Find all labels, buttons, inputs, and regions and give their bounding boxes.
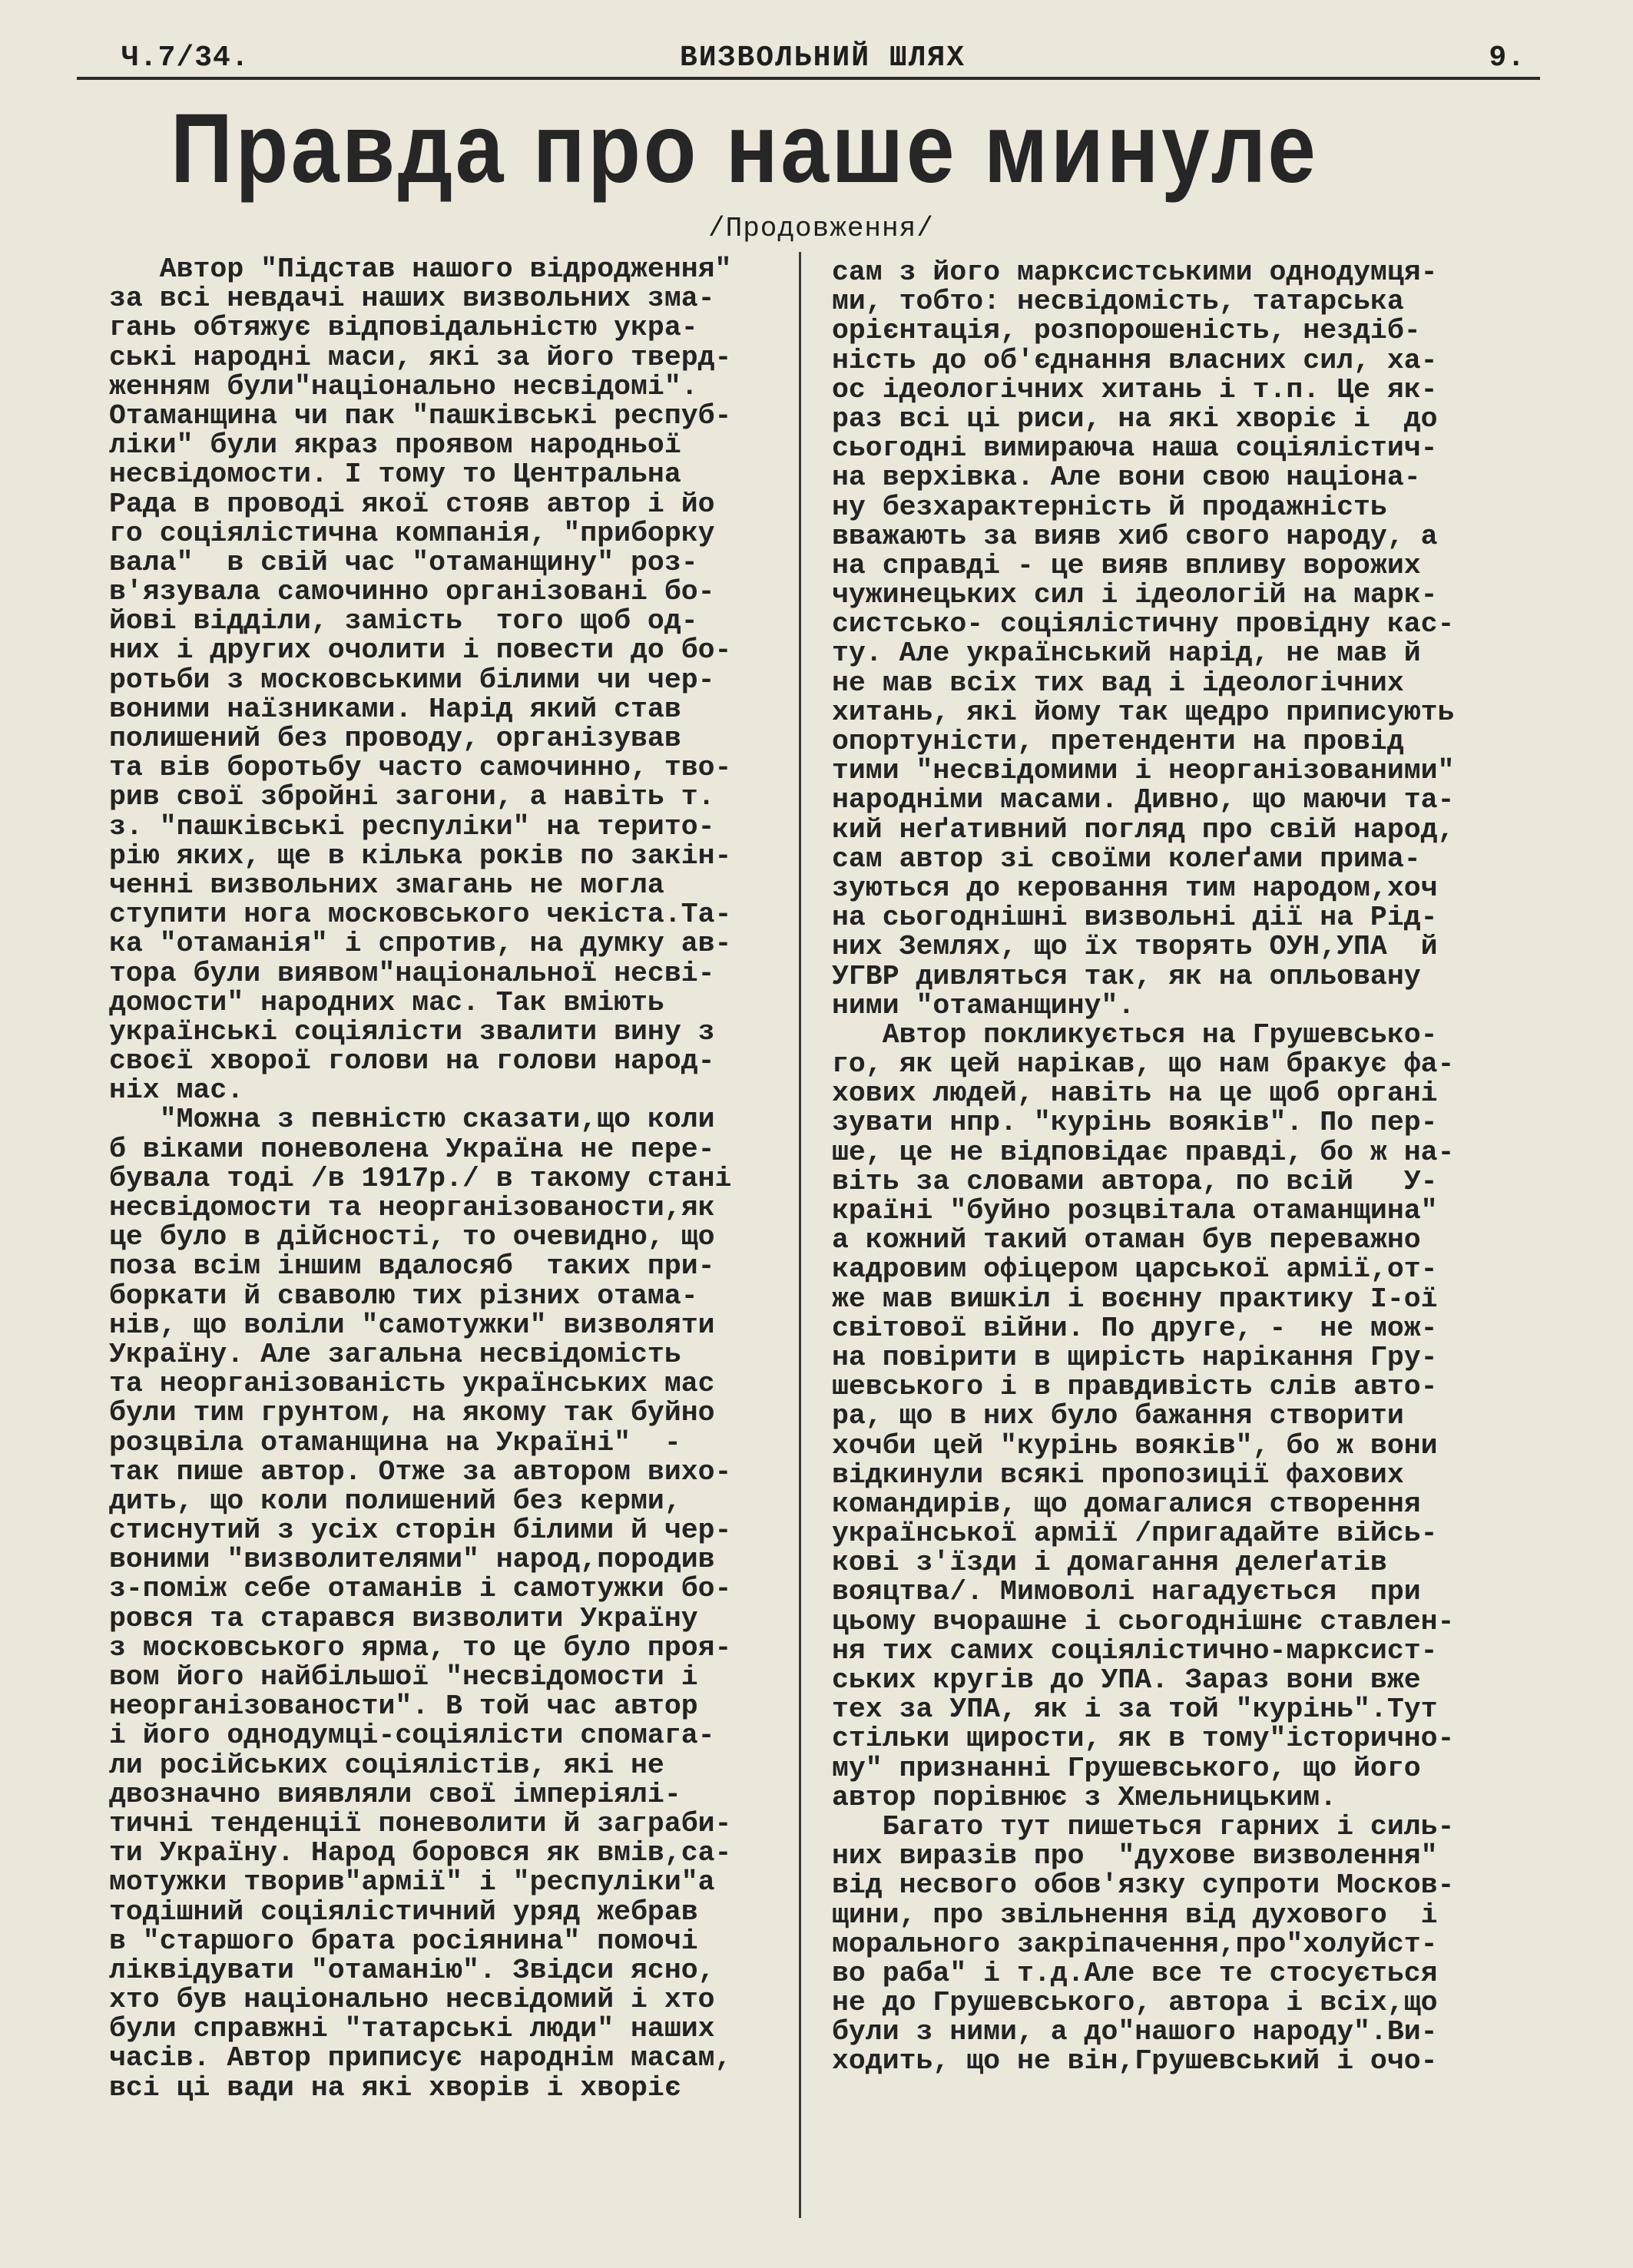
text-line: рію яких, ще в кілька років по закін-: [109, 839, 732, 872]
text-line: полишений без проводу, організував: [109, 723, 681, 754]
text-line: вала" в свій час "отаманщину" роз-: [109, 546, 698, 578]
text-line: ти Україну. Народ боровся як вмів,са-: [109, 1837, 732, 1869]
text-line: домости" народних мас. Так вміють: [109, 986, 664, 1018]
text-line: Рада в проводі якої стояв автор і йо: [109, 488, 715, 520]
text-line: вважають за вияв хиб свого народу, а: [832, 520, 1438, 552]
text-line: ніх мас.: [109, 1074, 244, 1107]
text-line: бувала тоді /в 1917р./ в такому стані: [109, 1162, 732, 1194]
text-line: автор порівнює з Хмельницьким.: [832, 1781, 1337, 1813]
text-line: за всі невдачі наших визвольних зма-: [109, 283, 715, 315]
text-line: хто був національно несвідомий і хто: [109, 1984, 715, 2016]
text-line: з-поміж себе отаманів і самотужки бо-: [109, 1573, 732, 1605]
text-line: Автор покликується на Грушевсько-: [832, 1018, 1438, 1051]
text-line: народніми масами. Дивно, що маючи та-: [832, 784, 1455, 816]
text-line: сам автор зі своїми колеґами прима-: [832, 843, 1421, 875]
text-line: це було в дійсності, то очевидно, що: [109, 1221, 715, 1253]
text-line: були тим грунтом, на якому так буйно: [109, 1397, 715, 1429]
right-column: [832, 258, 1454, 2077]
text-line: зувати нпр. "курінь вояків". По пер-: [832, 1107, 1438, 1139]
text-line: часів. Автор приписує народнім масам,: [109, 2042, 732, 2074]
text-line: української армії /пригадайте війсь-: [832, 1518, 1438, 1550]
journal-name: ВИЗВОЛЬНИЙ ШЛЯХ: [680, 41, 966, 74]
text-line: них Землях, що їх творять ОУН,УПА й: [832, 931, 1438, 963]
text-line: ські народні маси, які за його тверд-: [109, 341, 732, 373]
text-line: хитань, які йому так щедро приписують: [832, 696, 1455, 728]
text-line: ка "отаманія" і спротив, на думку ав-: [109, 928, 732, 960]
text-line: ліквідувати "отаманію". Звідси ясно,: [109, 1954, 715, 1986]
text-line: гань обтяжує відповідальністю укра-: [109, 312, 698, 344]
text-line: були з ними, а до"нашого народу".Ви-: [832, 2016, 1438, 2048]
text-line: кадровим офіцером царської армії,от-: [832, 1253, 1438, 1286]
text-line: них і других очолити і повести до бо-: [109, 634, 732, 667]
text-line: них виразів про "духове визволення": [832, 1840, 1438, 1872]
text-line: відкинули всякі пропозиції фахових: [832, 1458, 1404, 1491]
text-line: вом його найбільшої "несвідомости і: [109, 1661, 698, 1693]
text-line: ровся та старався визволити Україну: [109, 1602, 698, 1634]
text-line: з. "пашківські респуліки" на терито-: [109, 810, 715, 843]
text-line: ченні визвольних змагань не могла: [109, 869, 664, 901]
text-line: всі ці вади на які хворів і хворіє: [109, 2071, 681, 2104]
text-line: розцвіла отаманщина на Україні" -: [109, 1426, 681, 1458]
text-line: з московського ярма, то це було проя-: [109, 1631, 732, 1664]
text-line: го соціялістична компанія, "приборку: [109, 517, 715, 549]
text-line: орієнтація, розпорошеність, нездіб-: [832, 315, 1421, 347]
text-line: двозначно виявляли свої імперіялі-: [109, 1778, 681, 1810]
text-line: тими "несвідомими і неорганізованими": [832, 755, 1455, 787]
text-line: опортуністи, претенденти на провід: [832, 726, 1404, 757]
text-line: стільки щирости, як в тому"історично-: [832, 1723, 1455, 1755]
text-line: воними наїзниками. Нарід який став: [109, 693, 681, 725]
text-line: же мав вишкіл і воєнну практику І-ої: [832, 1283, 1438, 1315]
text-line: Отаманщина чи пак "пашківські респуб-: [109, 399, 732, 432]
text-line: ра, що в них було бажання створити: [832, 1400, 1404, 1432]
text-line: ну безхарактерність й продажність: [832, 491, 1387, 523]
page-number: 9.: [1489, 41, 1525, 74]
text-line: командирів, що домагалися створення: [832, 1488, 1421, 1520]
text-line: від несвого обов'язку супроти Москов-: [832, 1869, 1455, 1902]
text-line: рив свої збройні загони, а навіть т.: [109, 781, 715, 813]
text-line: му" признанні Грушевського, що його: [832, 1752, 1421, 1784]
text-line: систсько- соціялістичну провідну кас-: [832, 608, 1455, 641]
text-line: тора були виявом"національної несві-: [109, 957, 715, 989]
text-line: ос ідеологічних хитань і т.п. Це як-: [832, 373, 1438, 406]
text-line: ня тих самих соціялістично-марксист-: [832, 1634, 1438, 1667]
text-line: на сьогоднішні визвольні дії на Рід-: [832, 902, 1438, 934]
text-line: дить, що коли полишений без керми,: [109, 1485, 681, 1517]
text-line: стиснутий з усіх сторін білими й чер-: [109, 1515, 732, 1547]
text-line: були справжні "татарські люди" наших: [109, 2013, 715, 2045]
left-column: [109, 255, 731, 2103]
text-line: тичні тенденції поневолити й заграби-: [109, 1807, 732, 1839]
text-line: "Можна з певністю сказати,що коли: [109, 1104, 715, 1136]
column-divider: [799, 252, 801, 2218]
text-line: нів, що воліли "самотужки" визволяти: [109, 1309, 715, 1341]
text-line: несвідомости та неорганізованости,як: [109, 1192, 715, 1223]
text-line: боркати й сваволю тих різних отама-: [109, 1280, 698, 1312]
text-line: світової війни. По друге, - не мож-: [832, 1312, 1438, 1344]
text-line: кий неґативний погляд про свій народ,: [832, 813, 1455, 846]
text-line: мотужки творив"армії" і "респуліки"а: [109, 1866, 715, 1899]
issue-number: Ч.7/34.: [121, 41, 250, 74]
text-line: во раба" і т.д.Але все те стосується: [832, 1957, 1438, 1989]
header-rule: [77, 77, 1540, 80]
text-line: в "старшого брата росіянина" помочі: [109, 1925, 698, 1957]
text-line: воними "визволителями" народ,породив: [109, 1544, 715, 1576]
text-line: на повірити в щирість нарікання Гру-: [832, 1341, 1438, 1373]
text-line: б віками поневолена Україна не пере-: [109, 1133, 715, 1165]
text-line: поза всім іншим вдалосяб таких при-: [109, 1250, 715, 1283]
text-line: на справді - це вияв впливу ворожих: [832, 549, 1421, 581]
text-line: хових людей, навіть на це щоб органі: [832, 1078, 1438, 1110]
text-line: а кожний такий отаман був переважно: [832, 1224, 1421, 1257]
text-line: ними "отаманщину".: [832, 989, 1135, 1021]
text-line: країні "буйно розцвітала отаманщина": [832, 1195, 1438, 1227]
text-line: ротьби з московськими білими чи чер-: [109, 664, 715, 696]
text-line: Україну. Але загальна несвідомість: [109, 1338, 681, 1370]
text-line: вояцтва/. Мимоволі нагадується при: [832, 1576, 1421, 1608]
text-line: сьогодні вимираюча наша соціялістич-: [832, 432, 1438, 465]
article-subtitle: /Продовження/: [708, 213, 934, 244]
text-line: не до Грушевського, автора і всіх,що: [832, 1987, 1438, 2019]
text-line: та неорганізованість українських мас: [109, 1368, 715, 1400]
text-line: го, як цей нарікав, що нам бракує фа-: [832, 1048, 1455, 1081]
text-line: тодішний соціялістичний уряд жебрав: [109, 1896, 698, 1928]
text-line: Автор "Підстав нашого відродження": [109, 253, 732, 285]
text-line: кові з'їзди і домагання делеґатів: [832, 1547, 1387, 1579]
text-line: ту. Але український нарід, не мав й: [832, 637, 1421, 670]
text-line: морального закріпачення,про"холуйст-: [832, 1928, 1438, 1960]
text-line: в'язувала самочинно організовані бо-: [109, 576, 715, 608]
text-line: ліки" були якраз проявом народньої: [109, 429, 681, 462]
page-header: [77, 41, 1536, 80]
text-line: ли російських соціялістів, які не: [109, 1749, 664, 1781]
text-line: ше, це не відповідає правді, бо ж на-: [832, 1136, 1455, 1168]
text-line: раз всі ці риси, на які хворіє і до: [832, 402, 1438, 435]
text-line: на верхівка. Але вони свою націона-: [832, 462, 1421, 494]
text-line: тех за УПА, як і за той "курінь".Тут: [832, 1694, 1438, 1726]
text-line: та вів боротьбу часто самочинно, тво-: [109, 752, 732, 784]
text-line: ність до об'єднання власних сил, ха-: [832, 344, 1438, 376]
text-line: віть за словами автора, по всій У-: [832, 1165, 1438, 1197]
text-line: ходить, що не він,Грушевський і очо-: [832, 2045, 1438, 2078]
article-title: Правда про наше минуле: [171, 94, 1319, 204]
text-line: йові відділи, замість того щоб од-: [109, 605, 698, 637]
text-line: шевського і в правдивість слів авто-: [832, 1371, 1438, 1403]
text-line: щини, про звільнення від духового і: [832, 1899, 1438, 1931]
text-line: цьому вчорашне і сьогоднішнє ставлен-: [832, 1605, 1455, 1637]
text-line: несвідомости. І тому то Центральна: [109, 459, 681, 491]
text-line: так пише автор. Отже за автором вихо-: [109, 1455, 732, 1488]
text-line: Багато тут пишеться гарних і силь-: [832, 1810, 1455, 1843]
text-line: українські соціялісти звалити вину з: [109, 1015, 715, 1048]
text-line: сам з його марксистськими однодумця-: [832, 257, 1438, 288]
text-line: своєї хворої голови на голови народ-: [109, 1045, 715, 1078]
text-line: хочби цей "курінь вояків", бо ж вони: [832, 1429, 1438, 1462]
text-line: неорганізованости". В той час автор: [109, 1690, 698, 1723]
text-line: ських кругів до УПА. Зараз вони вже: [832, 1664, 1421, 1696]
text-line: УГВР дивляться так, як на опльовану: [832, 960, 1421, 992]
text-line: і його однодумці-соціялісти спомага-: [109, 1720, 715, 1752]
text-line: чужинецьких сил і ідеологій на марк-: [832, 579, 1438, 611]
text-line: ступити нога московського чекіста.Та-: [109, 899, 732, 931]
text-line: не мав всіх тих вад і ідеологічних: [832, 667, 1404, 699]
text-line: ми, тобто: несвідомість, татарська: [832, 286, 1404, 318]
text-line: женням були"національно несвідомі".: [109, 370, 698, 402]
text-line: зуються до керовання тим народом,хоч: [832, 872, 1438, 904]
